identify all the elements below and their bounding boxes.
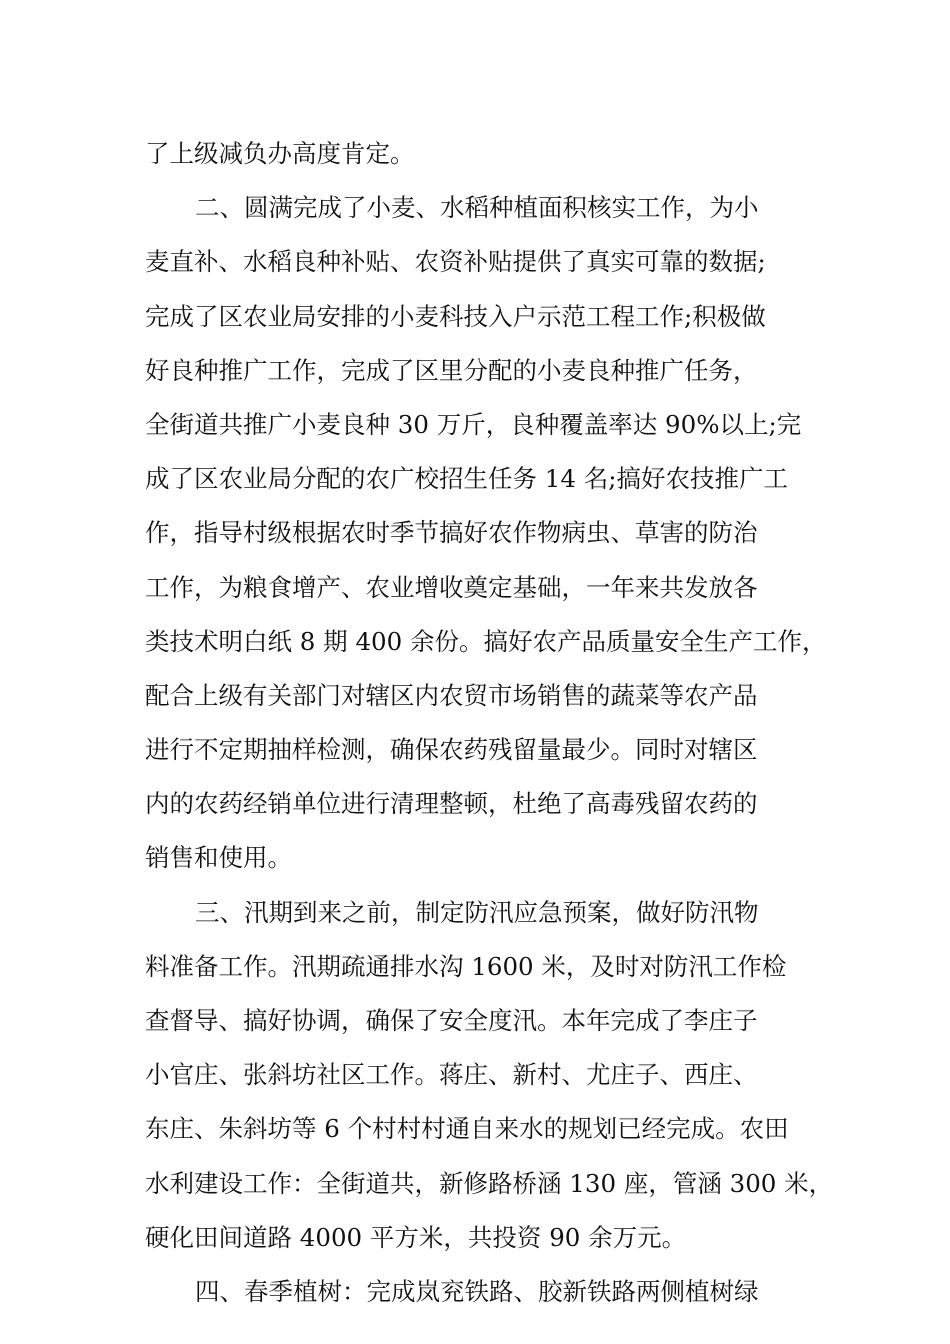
text-line: 工作，为粮食增产、农业增收奠定基础，一年来共发放各 — [145, 572, 758, 602]
text-line: 麦直补、水稻良种补贴、农资补贴提供了真实可靠的数据; — [145, 247, 766, 277]
text-line: 三、汛期到来之前，制定防汛应急预案，做好防汛物 — [195, 897, 759, 927]
text-line: 二、圆满完成了小麦、水稻种植面积核实工作，为小 — [195, 193, 759, 223]
text-line: 好良种推广工作，完成了区里分配的小麦良种推广任务， — [145, 355, 758, 385]
text-line: 全街道共推广小麦良种 30 万斤，良种覆盖率达 90%以上;完 — [145, 409, 802, 439]
text-line: 硬化田间道路 4000 平方米，共投资 90 余万元。 — [145, 1222, 687, 1252]
text-line: 料准备工作。汛期疏通排水沟 1600 米，及时对防汛工作检 — [145, 951, 787, 981]
text-line: 查督导、搞好协调，确保了安全度汛。本年完成了李庄子 — [145, 1006, 758, 1035]
text-line: 小官庄、张斜坊社区工作。蒋庄、新村、尤庄子、西庄、 — [145, 1060, 758, 1090]
text-line: 完成了区农业局安排的小麦科技入户示范工程工作;积极做 — [145, 301, 766, 331]
text-line: 东庄、朱斜坊等 6 个村村村通自来水的规划已经完成。农田 — [145, 1114, 789, 1144]
text-line: 类技术明白纸 8 期 400 余份。搞好农产品质量安全生产工作， — [145, 626, 827, 656]
text-line: 四、春季植树：完成岚兖铁路、胶新铁路两侧植树绿 — [195, 1276, 759, 1306]
text-line: 水利建设工作：全街道共，新修路桥涵 130 座，管涵 300 米， — [145, 1168, 834, 1198]
text-line: 了上级减负办高度肯定。 — [145, 139, 415, 168]
text-line: 内的农药经销单位进行清理整顿，杜绝了高毒残留农药的 — [145, 789, 758, 819]
text-line: 进行不定期抽样检测，确保农药残留量最少。同时对辖区 — [145, 735, 758, 765]
text-line: 销售和使用。 — [145, 843, 292, 873]
body-text — [145, 127, 834, 1319]
text-line: 成了区农业局分配的农广校招生任务 14 名;搞好农技推广工 — [145, 464, 789, 494]
text-line: 配合上级有关部门对辖区内农贸市场销售的蔬菜等农产品 — [145, 680, 758, 710]
text-line: 作，指导村级根据农时季节搞好农作物病虫、草害的防治 — [145, 518, 758, 548]
